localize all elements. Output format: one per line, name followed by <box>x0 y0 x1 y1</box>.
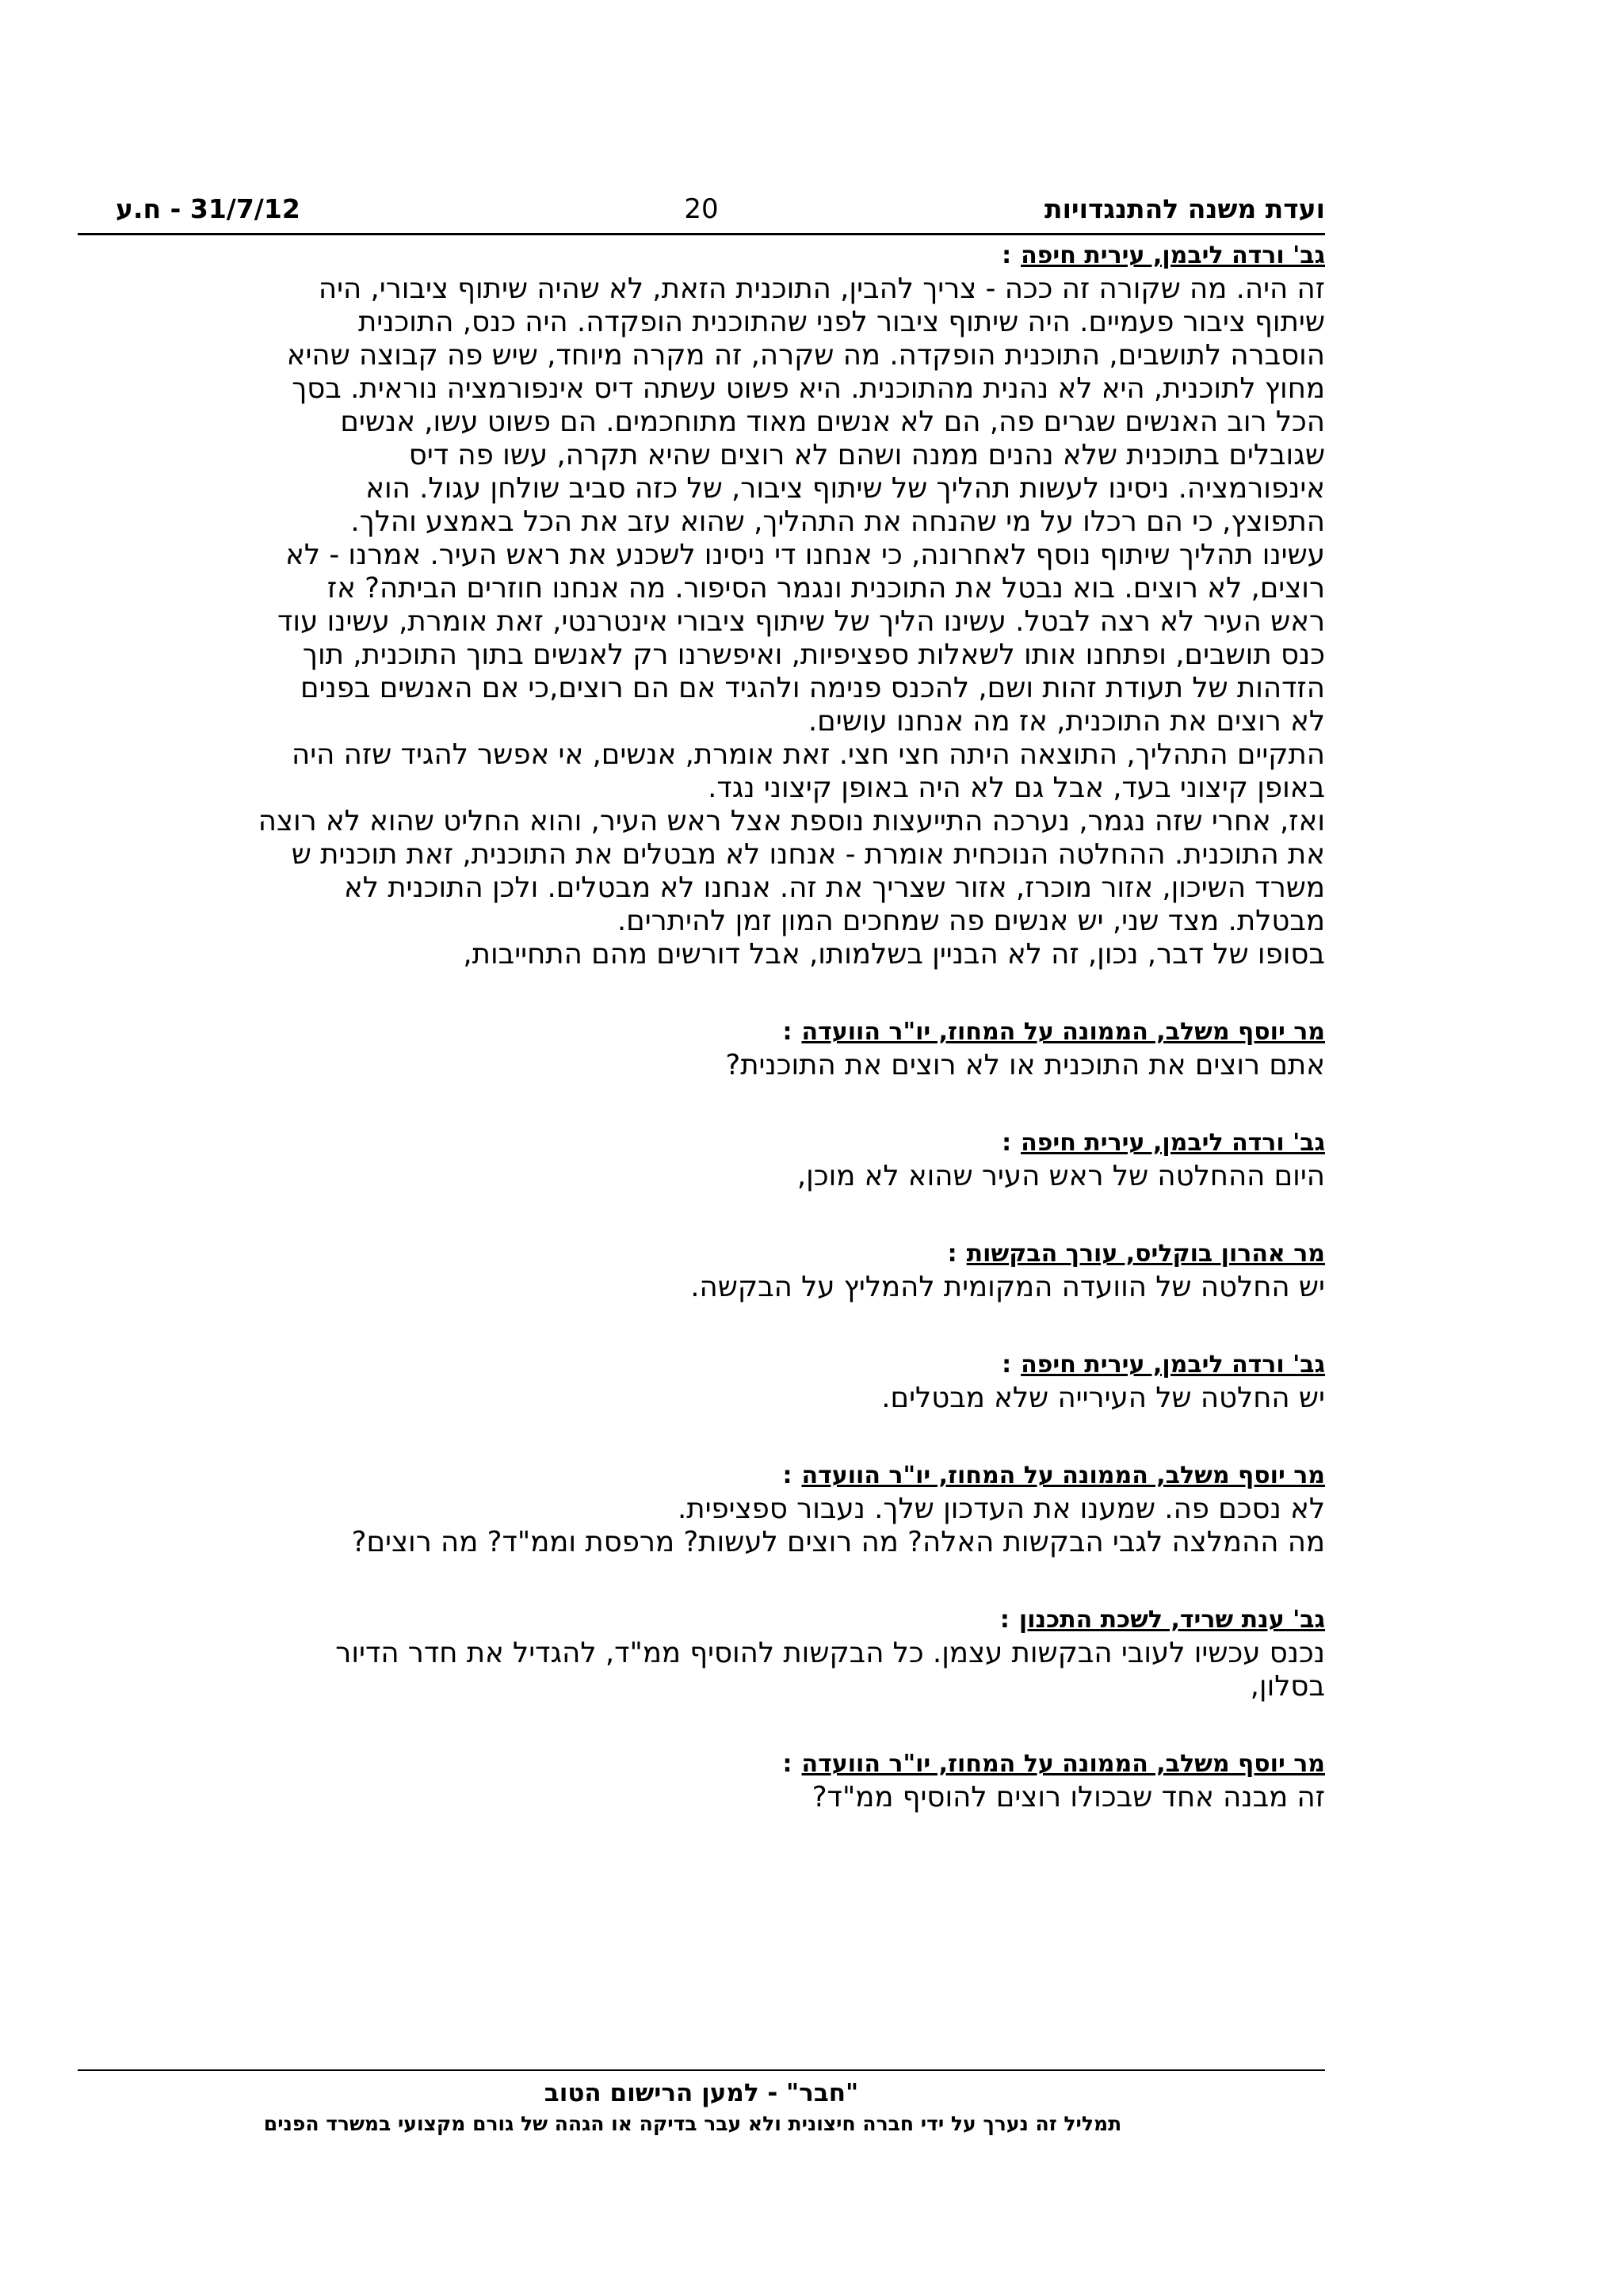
speech-line: כנס תושבים, ופתחנו אותו לשאלות ספציפיות, ואיפשרנו רק לאנשים בתוך התוכנית, תוך <box>302 639 1325 671</box>
transcript-body <box>98 239 1325 1814</box>
speech-line: שגובלים בתוכנית שלא נהנים ממנה ושהם לא רוצים שהיא תקרה, עשו פה דיס <box>408 439 1325 471</box>
speech-line: אינפורמציה. ניסינו לעשות תהליך של שיתוף ציבור, של כזה סביב שולחן עגול. הוא <box>365 472 1325 505</box>
speaker-colon: : <box>782 1750 792 1778</box>
speaker-label <box>98 1604 1325 1637</box>
speech-line: שיתוף ציבור פעמיים. היה שיתוף ציבור לפני שהתוכנית הופקדה. היה כנס, התוכנית <box>357 306 1325 338</box>
speaker-label <box>98 1238 1325 1271</box>
speaker-label <box>98 239 1325 273</box>
speech-line: ואז, אחרי שזה נגמר, נערכה התייעצות נוספת אצל ראש העיר, והוא החליט שהוא לא רוצה <box>258 805 1325 837</box>
speaker-colon: : <box>1002 1129 1012 1157</box>
committee-title: ועדת משנה להתנגדויות <box>1044 193 1325 224</box>
speaker-name: גב' ורדה ליבמן, עירית חיפה <box>1021 1351 1325 1379</box>
block-gap <box>98 1304 1325 1348</box>
speech-line: התפוצץ, כי הם רכלו על מי שהנחה את התהליך, שהוא עזב את הכל באמצע והלך. <box>350 505 1325 538</box>
speech-line: היום ההחלטה של ראש העיר שהוא לא מוכן, <box>796 1160 1325 1192</box>
page-header <box>78 192 1325 235</box>
speech-line: זה מבנה אחד שבכולו רוצים להוסיף ממ"ד? <box>812 1781 1325 1814</box>
speaker-colon: : <box>1002 1351 1012 1379</box>
speech-line: מבטלת. מצד שני, יש אנשים פה שמחכים המון זמן להיתרים. <box>617 905 1325 937</box>
speech-line: לא נסכם פה. שמענו את העדכון שלך. נעבור ספציפית. <box>677 1493 1325 1525</box>
speaker-colon: : <box>782 1018 792 1046</box>
speaker-label <box>98 1459 1325 1493</box>
speech-text <box>98 273 1325 971</box>
speech-line: מחוץ לתוכנית, היא לא נהנית מהתוכנית. היא פשוט עשתה דיס אינפורמציה נוראית. בסך <box>292 372 1325 405</box>
speaker-colon: : <box>947 1240 957 1268</box>
speaker-name: מר יוסף משלב, הממונה על המחוז, יו"ר הוועדה <box>801 1462 1325 1489</box>
speaker-label <box>98 1348 1325 1382</box>
speaker-colon: : <box>999 1606 1010 1634</box>
speech-line: משרד השיכון, אזור מוכרז, אזור שצריך את זה. אנחנו לא מבטלים. ולכן התוכנית לא <box>344 871 1325 904</box>
speaker-name: מר אהרון בוקליס, עורך הבקשות <box>966 1240 1325 1268</box>
block-gap <box>98 971 1325 1016</box>
speech-text <box>98 1382 1325 1415</box>
block-gap <box>98 1415 1325 1459</box>
speaker-label <box>98 1016 1325 1049</box>
block-gap <box>98 1703 1325 1748</box>
speech-line: יש החלטה של הוועדה המקומית להמליץ על הבקשה. <box>690 1271 1325 1303</box>
speech-line: אתם רוצים את התוכנית או לא רוצים את התוכנית? <box>725 1049 1325 1081</box>
speaker-colon: : <box>782 1462 792 1489</box>
speaker-name: גב' ורדה ליבמן, עירית חיפה <box>1021 242 1325 269</box>
speaker-colon: : <box>1002 242 1012 269</box>
speech-line: באופן קיצוני בעד, אבל גם לא היה באופן קיצוני נגד. <box>708 772 1325 804</box>
footer-disclaimer: תמליל זה נערך על ידי חברה חיצונית ולא עבר בדיקה או הגהה של גורם מקצועי במשרד הפנים <box>263 2112 1122 2135</box>
speech-line: זה היה. מה שקורה זה ככה - צריך להבין, התוכנית הזאת, לא שהיה שיתוף ציבורי, היה <box>318 273 1325 305</box>
speech-line: בסלון, <box>1250 1670 1325 1703</box>
speech-text <box>98 1049 1325 1082</box>
block-gap <box>98 1193 1325 1238</box>
page-number: 20 <box>684 193 719 225</box>
speaker-name: גב' ענת שריד, לשכת התכנון <box>1018 1606 1325 1634</box>
speech-text <box>98 1637 1325 1703</box>
speech-line: ראש העיר לא רצה לבטל. עשינו הליך של שיתוף ציבורי אינטרנטי, זאת אומרת, עשינו עוד <box>277 605 1325 638</box>
date-initials: 31/7/12 - ח.ע <box>116 193 300 224</box>
speech-line: הזדהות של תעודת זהות ושם, להכנס פנימה ולהגיד אם הם רוצים,כי אם האנשים בפנים <box>300 672 1325 704</box>
speaker-label <box>98 1127 1325 1160</box>
speaker-label <box>98 1748 1325 1781</box>
speech-line: רוצים, לא רוצים. בוא נבטל את התוכנית ונגמר הסיפור. מה אנחנו חוזרים הביתה? אז <box>327 572 1325 605</box>
speech-text <box>98 1271 1325 1304</box>
speech-text <box>98 1493 1325 1559</box>
speaker-name: מר יוסף משלב, הממונה על המחוז, יו"ר הוועדה <box>801 1018 1325 1046</box>
speech-line: נכנס עכשיו לעובי הבקשות עצמן. כל הבקשות להוסיף ממ"ד, להגדיל את חדר הדיור <box>335 1637 1325 1669</box>
speaker-name: גב' ורדה ליבמן, עירית חיפה <box>1021 1129 1325 1157</box>
speaker-name: מר יוסף משלב, הממונה על המחוז, יו"ר הוועדה <box>801 1750 1325 1778</box>
speech-line: עשינו תהליך שיתוף נוסף לאחרונה, כי אנחנו די ניסינו לשכנע את ראש העיר. אמרנו - לא <box>285 539 1325 571</box>
speech-line: בסופו של דבר, נכון, זה לא הבניין בשלמותו, אבל דורשים מהם התחייבות, <box>463 938 1325 971</box>
speech-line: לא רוצים את התוכנית, אז מה אנחנו עושים. <box>808 705 1325 738</box>
footer-divider <box>78 2069 1325 2071</box>
speech-line: יש החלטה של העירייה שלא מבטלים. <box>881 1382 1325 1414</box>
speech-line: הכל רוב האנשים שגרים פה, הם לא אנשים מאוד מתוחכמים. הם פשוט עשו, אנשים <box>340 406 1325 438</box>
speech-line: מה ההמלצה לגבי הבקשות האלה? מה רוצים לעשות? מרפסת וממ"ד? מה רוצים? <box>351 1526 1325 1558</box>
block-gap <box>98 1559 1325 1604</box>
speech-line: התקיים התהליך, התוצאה היתה חצי חצי. זאת אומרת, אנשים, אי אפשר להגיד שזה היה <box>292 738 1325 771</box>
speech-line: הוסברה לתושבים, התוכנית הופקדה. מה שקרה, זה מקרה מיוחד, שיש פה קבוצה שהיא <box>286 339 1325 372</box>
footer-title: "חבר" - למען הרישום הטוב <box>544 2079 859 2107</box>
speech-text <box>98 1781 1325 1814</box>
block-gap <box>98 1082 1325 1127</box>
speech-line: את התוכנית. ההחלטה הנוכחית אומרת - אנחנו לא מבטלים את התוכנית, זאת תוכנית ש <box>291 838 1325 871</box>
speech-text <box>98 1160 1325 1193</box>
